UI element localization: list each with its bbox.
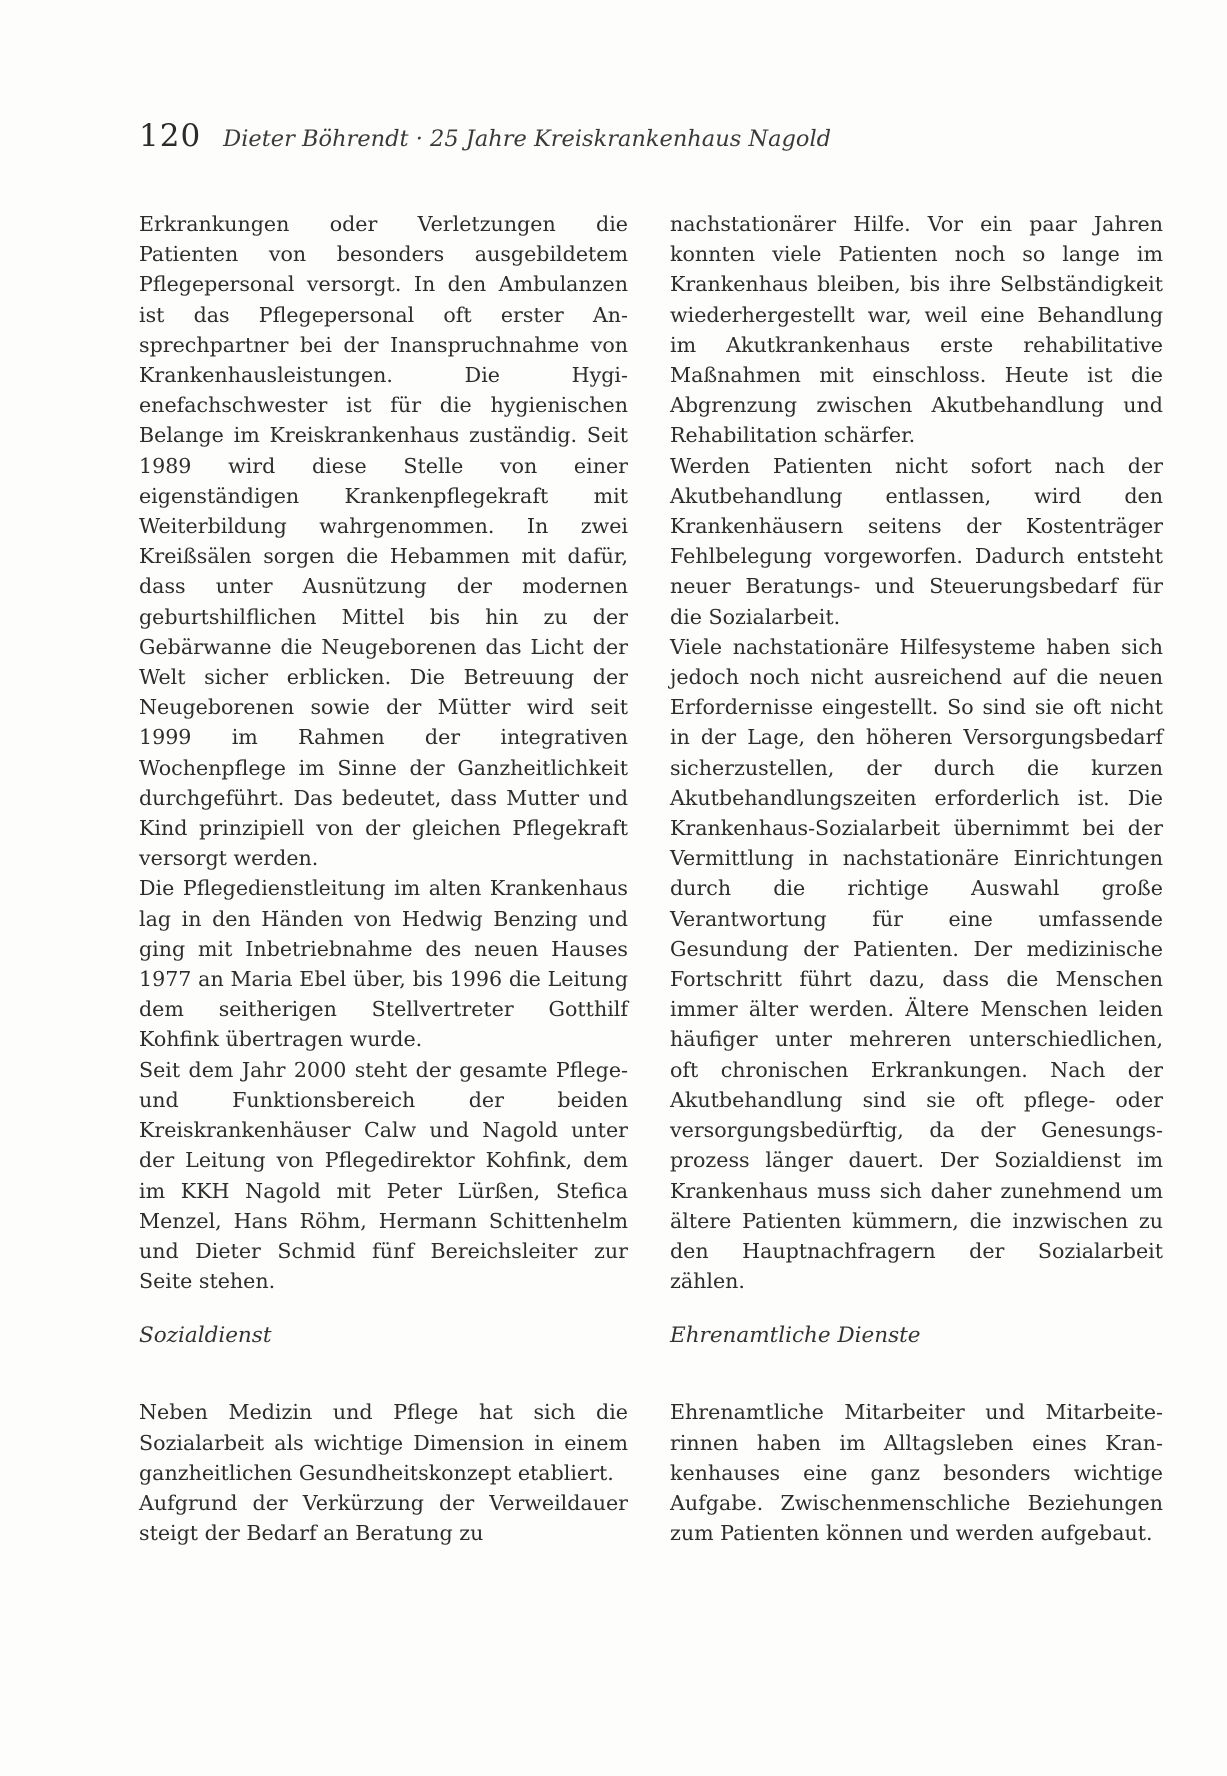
running-title: Dieter Böhrendt · 25 Jahre Kreiskrankenhaus Nagold: [223, 126, 832, 152]
paragraph: nachstationärer Hilfe. Vor ein paar Jahren konnten viele Patienten noch so lange im Krankenhaus bleiben, bis ihre Selbständigkeit wiederhergestellt war, weil eine Behandlung im Akutkrankenhaus erste rehabilitative Maßnahmen mit einschloss. Heute ist die Abgrenzung zwischen Akutbehandlung und Rehabilitation schärfer.: [670, 212, 1163, 448]
section-heading-ehrenamtliche-dienste: Ehrenamtliche Dienste: [670, 1323, 921, 1349]
right-column: [670, 209, 1163, 1548]
left-column: [139, 209, 628, 1548]
paragraph: Viele nachstationäre Hilfesysteme haben sich jedoch noch nicht ausreichend auf die neuen Erfordernisse eingestellt. So sind sie oft nicht in der Lage, den höheren Versorgungsbedarf sicherzustellen, der durch die kurzen Akutbehandlungszeiten erforderlich ist. Die Krankenhaus-Sozialarbeit übernimmt bei der Vermittlung in nachstationäre Einrichtungen durch die richtige Auswahl große Verantwortung für eine umfassende Gesundung der Patienten. Der medizinische Fortschritt führt dazu, dass die Menschen immer älter werden. Ältere Menschen leiden häufiger unter mehreren unterschiedlichen, oft chronischen Erkrankungen. Nach der Akutbehandlung sind sie oft pflege- oder versorgungsbedürftig, da der Genesungsprozess länger dauert. Der Sozialdienst im Krankenhaus muss sich daher zunehmend um ältere Patienten kümmern, die inzwischen zu den Hauptnachfragern der Sozialarbeit zählen.: [670, 634, 1163, 1294]
paragraph: Neben Medizin und Pflege hat sich die Sozialarbeit als wichtige Dimension in einem ganzheitlichen Gesundheitskonzept etabliert.: [139, 1400, 628, 1485]
page-number: 120: [139, 118, 202, 154]
paragraph: Aufgrund der Verkürzung der Verweildauer steigt der Bedarf an Beratung zu: [139, 1490, 628, 1546]
section-heading-sozialdienst: Sozialdienst: [139, 1323, 272, 1349]
paragraph: Die Pflegedienstleitung im alten Krankenhaus lag in den Händen von Hedwig Benzing und ging mit Inbetriebnahme des neuen Hauses 1977 an Maria Ebel über, bis 1996 die Leitung dem seitherigen Stellvertreter Gotthilf Kohfink übertragen wurde.: [139, 876, 628, 1052]
paragraph: Seit dem Jahr 2000 steht der gesamte Pflege- und Funktionsbereich der beiden Kreiskrankenhäuser Calw und Nagold unter der Leitung von Pflegedirektor Kohfink, dem im KKH Nagold mit Peter Lürßen, Stefica Menzel, Hans Röhm, Hermann Schittenhelm und Dieter Schmid fünf Bereichsleiter zur Seite stehen.: [139, 1057, 628, 1294]
paragraph: Erkrankungen oder Verletzungen die Patienten von besonders ausgebildetem Pflegepersonal versorgt. In den Ambulanzen ist das Pflegepersonal oft erster Ansprechpartner bei der Inanspruchnahme von Krankenhausleistungen. Die Hygienefachschwester ist für die hygienischen Belange im Kreiskrankenhaus zuständig. Seit 1989 wird diese Stelle von einer eigenständigen Krankenpflegekraft mit Weiterbildung wahrgenommen. In zwei Kreißsälen sorgen die Hebammen mit dafür, dass unter Ausnützung der modernen geburtshilflichen Mittel bis hin zu der Gebärwanne die Neugeborenen das Licht der Welt sicher erblicken. Die Betreuung der Neugeborenen sowie der Mütter wird seit 1999 im Rahmen der integrativen Wochenpflege im Sinne der Ganzheitlichkeit durchgeführt. Das bedeutet, dass Mutter und Kind prinzipiell von der gleichen Pflegekraft versorgt werden.: [139, 212, 628, 871]
paragraph: Werden Patienten nicht sofort nach der Akutbehandlung entlassen, wird den Krankenhäusern seitens der Kostenträger Fehlbelegung vorgeworfen. Dadurch entsteht neuer Beratungs- und Steuerungsbedarf für die Sozialarbeit.: [670, 453, 1163, 629]
page-header: [139, 118, 831, 154]
paragraph: Ehrenamtliche Mitarbeiter und Mitarbeiterinnen haben im Alltagsleben eines Krankenhauses eine ganz besonders wichtige Aufgabe. Zwischenmenschliche Beziehungen zum Patienten können und werden aufgebaut.: [670, 1400, 1163, 1546]
